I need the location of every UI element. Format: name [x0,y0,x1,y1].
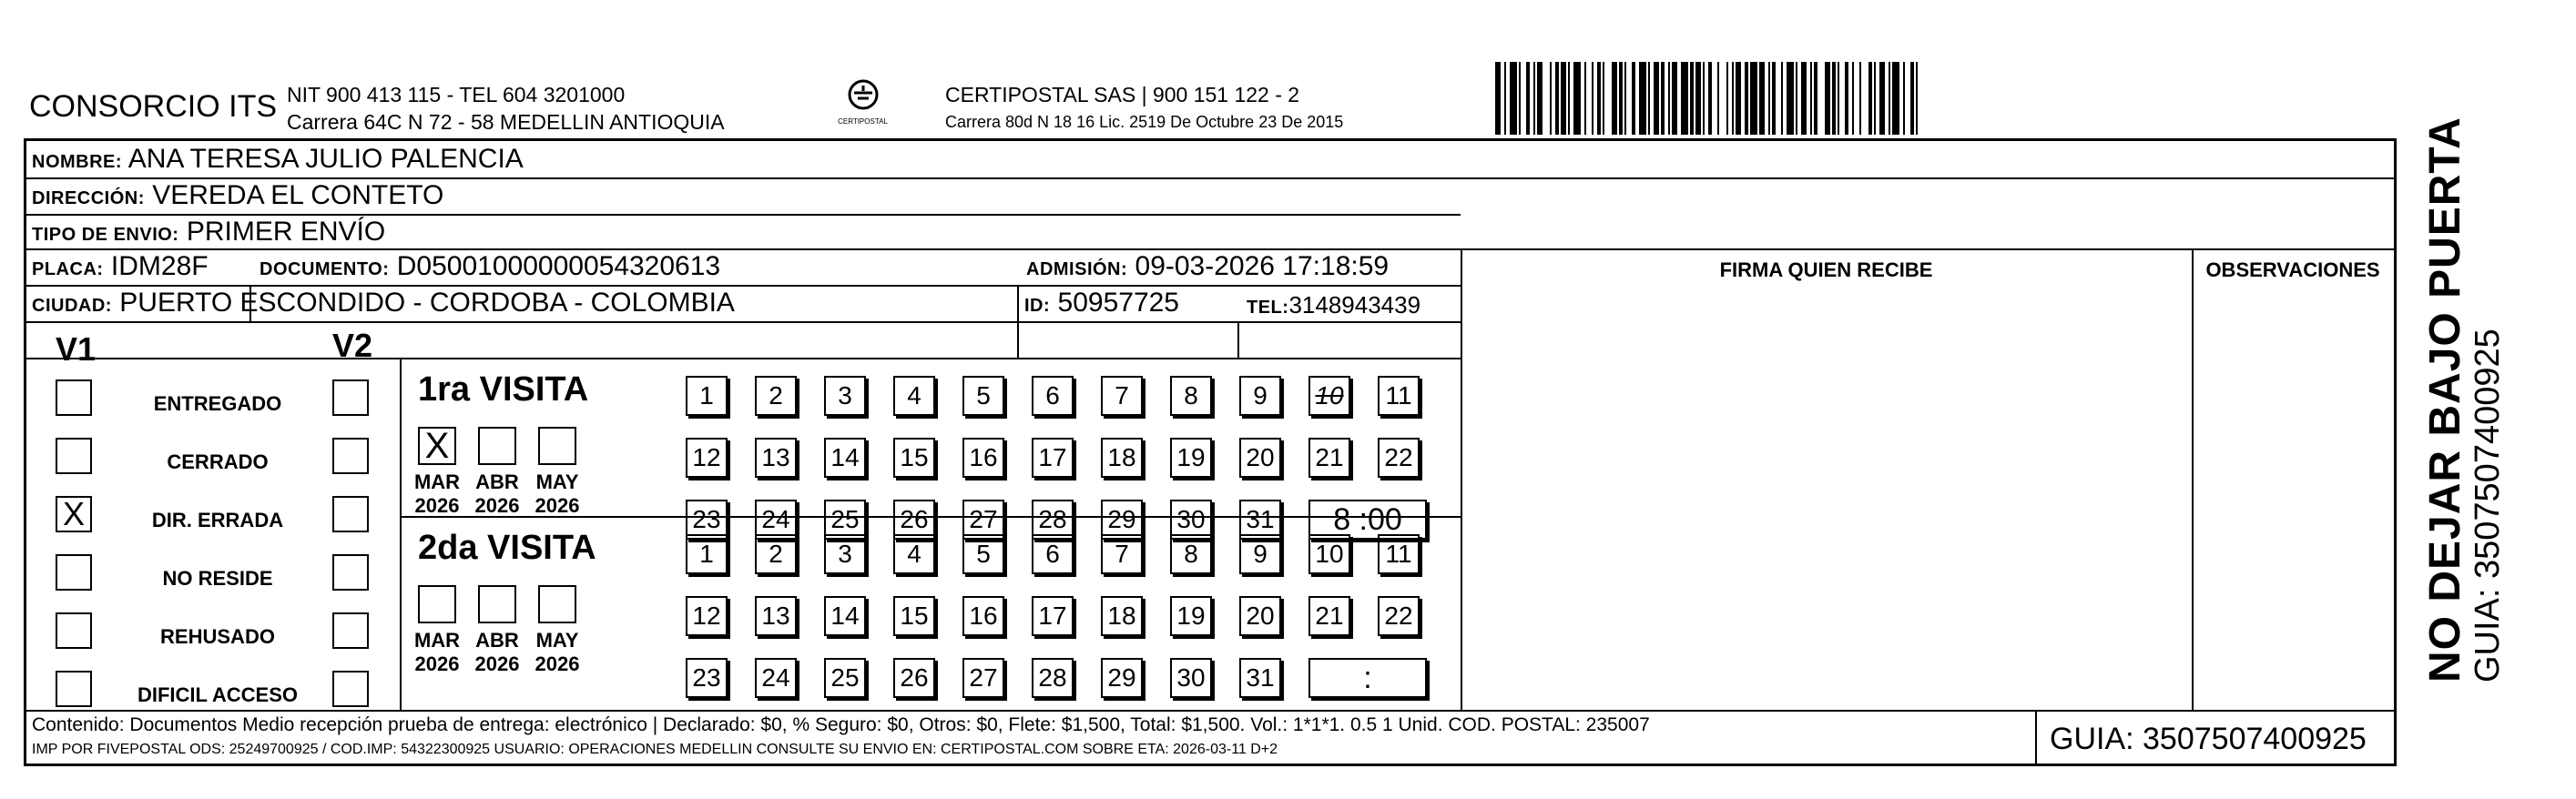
month-checkbox[interactable]: X [418,427,456,465]
day-box[interactable]: 30 [1170,658,1212,698]
month-name: MAY [535,470,579,493]
row-divider [26,214,1461,216]
day-box[interactable]: 21 [1308,596,1350,636]
visit-divider [400,358,402,710]
day-box[interactable]: 4 [893,376,935,416]
hour-field[interactable]: : [1308,658,1427,698]
observaciones-header: OBSERVACIONES [2205,258,2380,281]
company-nit: NIT 900 413 115 - TEL 604 3201000 [287,83,626,106]
month-year: 2026 [414,494,460,517]
admision-label: ADMISIÓN: [1026,259,1128,279]
day-box[interactable]: 23 [686,500,728,540]
hour-field[interactable]: 8 :00 [1308,500,1427,540]
month-label [530,470,585,518]
day-box[interactable]: 1 [686,534,728,574]
day-box[interactable]: 30 [1170,500,1212,540]
tel-value: 3148943439 [1288,291,1421,319]
day-box[interactable]: 29 [1101,658,1143,698]
month-name: MAR [413,629,461,652]
direccion-row [32,181,443,213]
barcode-space [1918,62,1921,135]
month-name: MAY [535,629,579,652]
v1-checkbox[interactable] [56,612,92,649]
month-year: 2026 [414,652,460,675]
v2-checkbox[interactable] [332,554,369,591]
day-box[interactable]: 15 [893,438,935,478]
day-box[interactable]: 20 [1239,596,1281,636]
day-box[interactable]: 10 [1308,376,1350,416]
barcode-space [1604,62,1612,135]
ciudad-value: PUERTO ESCONDIDO - CORDOBA - COLOMBIA [119,288,735,318]
month-checkbox[interactable] [418,585,456,623]
v2-checkbox[interactable] [332,612,369,649]
tel-label: TEL: [1247,298,1289,318]
admision-cell [1026,252,1389,284]
visit-title: 2da VISITA [418,529,596,567]
certipostal-info [945,81,1343,136]
day-box[interactable]: 27 [962,500,1004,540]
barcode-space [1719,62,1726,135]
row-divider [26,321,1461,323]
day-box[interactable]: 13 [755,438,797,478]
direccion-value: VEREDA EL CONTETO [152,180,444,210]
v2-checkbox[interactable] [332,671,369,707]
day-box[interactable]: 8 [1170,534,1212,574]
month-name: MAR [413,470,461,493]
v2-checkbox[interactable] [332,438,369,474]
day-box[interactable]: 17 [1032,438,1074,478]
firma-header: FIRMA QUIEN RECIBE [1719,258,1933,281]
month-label [410,629,464,676]
status-label: DIR. ERRADA [151,509,284,531]
nombre-value: ANA TERESA JULIO PALENCIA [127,144,524,174]
day-box[interactable]: 15 [893,596,935,636]
day-box[interactable]: 6 [1032,534,1074,574]
documento-label: DOCUMENTO: [260,259,390,279]
day-box[interactable]: 29 [1101,500,1143,540]
day-box[interactable]: 28 [1032,658,1074,698]
footer-content: Contenido: Documentos Medio recepción prueba de entrega: electrónico | Declarado: $0, % Seguro: $0, Otros: $0, Flete: $1,500, Total: $1,500. Vol.: 1*1*1. 0.5 1 Unid. COD. POSTAL: 235007 [32,714,1650,735]
day-box[interactable]: 7 [1101,534,1143,574]
no-dejar-notice: NO DEJAR BAJO PUERTA [2421,116,2469,683]
day-box[interactable]: 16 [962,438,1004,478]
company-name: CONSORCIO ITS [29,89,278,124]
visit-title: 1ra VISITA [418,370,589,409]
day-box[interactable]: 26 [893,500,935,540]
barcode-bar [1573,62,1581,135]
day-box[interactable]: 5 [962,534,1004,574]
status-label: NO RESIDE [162,567,273,590]
barcode-bar [1639,62,1646,135]
footer-divider [26,710,2394,712]
admision-value: 09-03-2026 17:18:59 [1135,251,1390,281]
side-notice [2421,116,2507,683]
tipo-envio-value: PRIMER ENVÍO [186,217,386,247]
status-label: ENTREGADO [153,392,282,415]
row-divider [26,177,2394,179]
barcode-space [1543,62,1550,135]
day-box[interactable]: 21 [1308,438,1350,478]
row-divider [26,358,1461,359]
id-label: ID: [1024,296,1051,316]
placa-cell [32,252,209,284]
barcode-space [1817,62,1825,135]
day-box[interactable]: 13 [755,596,797,636]
documento-cell [260,252,720,284]
day-box[interactable]: 2 [755,534,797,574]
day-box[interactable]: 22 [1378,596,1420,636]
status-label: REHUSADO [160,625,275,648]
day-box[interactable]: 22 [1378,438,1420,478]
month-label [410,470,464,518]
day-box[interactable]: 14 [824,438,866,478]
day-box[interactable]: 16 [962,596,1004,636]
company-info [287,81,725,136]
v2-checkbox[interactable] [332,379,369,416]
col-divider [1461,248,1462,710]
documento-value: D05001000000054320613 [396,251,721,281]
month-checkbox[interactable] [538,427,576,465]
day-box[interactable]: 12 [686,596,728,636]
side-text-group [2422,116,2506,683]
barcode-bar [1892,62,1899,135]
nombre-label: NOMBRE: [32,152,123,172]
day-box[interactable]: 19 [1170,438,1212,478]
day-box[interactable]: 4 [893,534,935,574]
status-label: DIFICIL ACCESO [137,683,298,706]
day-box[interactable]: 17 [1032,596,1074,636]
day-box[interactable]: 10 [1308,534,1350,574]
day-box[interactable]: 2 [755,376,797,416]
v1-checkbox[interactable] [56,438,92,474]
company-address: Carrera 64C N 72 - 58 MEDELLIN ANTIOQUIA [287,110,725,134]
day-box[interactable]: 18 [1101,596,1143,636]
month-checkbox[interactable] [478,427,516,465]
day-box[interactable]: 19 [1170,596,1212,636]
day-box[interactable]: 11 [1378,376,1420,416]
barcode-bar [1787,62,1794,135]
id-cell [1024,288,1179,320]
row-divider [26,285,1461,287]
footer-guia: GUIA: 3507507400925 [2050,722,2367,756]
delivery-form [24,138,2397,766]
day-box[interactable]: 27 [962,658,1004,698]
col-divider [2192,248,2194,710]
logo-text: CERTIPOSTAL [838,117,888,126]
v1-checkbox[interactable]: X [56,496,92,532]
day-box[interactable]: 18 [1101,438,1143,478]
placa-value: IDM28F [110,251,209,281]
month-year: 2026 [474,652,520,675]
tipo-envio-label: TIPO DE ENVIO: [32,225,179,245]
certipostal-license: Carrera 80d N 18 16 Lic. 2519 De Octubre 23 De 2015 [945,113,1344,131]
v1-checkbox[interactable] [56,379,92,416]
certipostal-nit: CERTIPOSTAL SAS | 900 151 122 - 2 [945,83,1300,106]
day-box[interactable]: 24 [755,500,797,540]
tel-cell [1247,290,1420,322]
barcode-bar [1510,62,1517,135]
day-box[interactable]: 23 [686,658,728,698]
footer-imp: IMP POR FIVEPOSTAL ODS: 25249700925 / COD.IMP: 54322300925 USUARIO: OPERACIONES MEDELLIN CONSULTE SU ENVIO EN: CERTIPOSTAL.COM SOBRE ETA: 2026-03-11 D+2 [32,742,1278,757]
day-box[interactable]: 6 [1032,376,1074,416]
v1-checkbox[interactable] [56,671,92,707]
placa-label: PLACA: [32,259,104,279]
tipo-envio-row [32,217,385,249]
day-box[interactable]: 25 [824,658,866,698]
month-year: 2026 [474,494,520,517]
certipostal-logo-icon [847,78,880,111]
day-box[interactable]: 9 [1239,534,1281,574]
v1-header: V1 [56,330,97,368]
day-box[interactable]: 20 [1239,438,1281,478]
side-guia: GUIA: 3507507400925 [2469,329,2507,683]
cell-divider [1237,321,1239,358]
status-label: CERRADO [167,450,269,473]
month-name: ABR [475,629,519,652]
ciudad-cell [32,288,735,320]
v2-header: V2 [332,327,373,364]
day-box[interactable]: 3 [824,534,866,574]
month-label [530,629,585,676]
v1-checkbox[interactable] [56,554,92,591]
ciudad-label: CIUDAD: [32,296,112,316]
day-box[interactable]: 9 [1239,376,1281,416]
v2-checkbox[interactable] [332,496,369,532]
barcode [1495,62,2224,135]
day-box[interactable]: 8 [1170,376,1212,416]
day-box[interactable]: 12 [686,438,728,478]
barcode-bar [1681,62,1688,135]
direccion-label: DIRECCIÓN: [32,188,145,208]
footer-col-divider [2035,710,2037,766]
day-box[interactable]: 7 [1101,376,1143,416]
day-box[interactable]: 26 [893,658,935,698]
day-box[interactable]: 31 [1239,658,1281,698]
cell-divider [1017,285,1019,358]
month-checkbox[interactable] [478,585,516,623]
day-box[interactable]: 11 [1378,534,1420,574]
day-box[interactable]: 14 [824,596,866,636]
day-box[interactable]: 24 [755,658,797,698]
month-year: 2026 [535,494,580,517]
month-name: ABR [475,470,519,493]
day-box[interactable]: 25 [824,500,866,540]
month-checkbox[interactable] [538,585,576,623]
day-box[interactable]: 31 [1239,500,1281,540]
month-year: 2026 [535,652,580,675]
day-box[interactable]: 1 [686,376,728,416]
month-label [470,629,524,676]
month-label [470,470,524,518]
barcode-space [1861,62,1868,135]
day-box[interactable]: 5 [962,376,1004,416]
nombre-row [32,145,524,177]
day-box[interactable]: 3 [824,376,866,416]
barcode-bar [1750,62,1757,135]
id-value: 50957725 [1057,288,1179,318]
certipostal-logo [829,78,897,128]
day-box[interactable]: 28 [1032,500,1074,540]
